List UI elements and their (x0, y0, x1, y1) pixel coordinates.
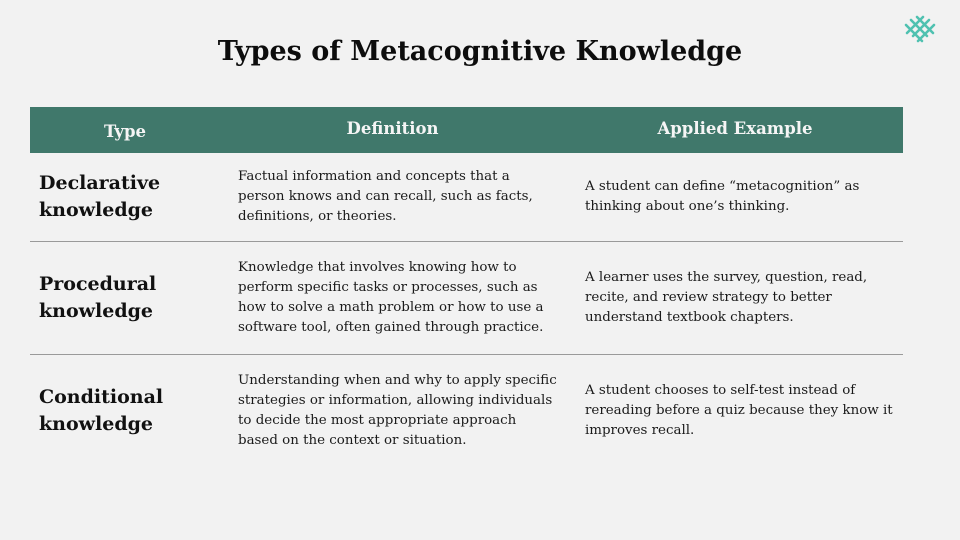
header-definition: Definition (346, 118, 439, 138)
example-cell: A student can define “metacognition” as thinking about one’s thinking. (585, 179, 860, 214)
leaf-lattice-logo-icon (902, 15, 938, 47)
table-row (30, 355, 903, 467)
type-cell: Declarative knowledge (39, 172, 161, 221)
definition-cell: Understanding when and why to apply specific strategies or information, allowing individuals to decide the most appropriate approach based on the context or situation. (238, 373, 557, 448)
example-cell: A student chooses to self-test instead of rereading before a quiz because they know it improves recall. (585, 383, 893, 438)
type-cell: Procedural knowledge (39, 273, 157, 322)
table-header (30, 107, 903, 153)
table-row (30, 242, 903, 355)
definition-cell: Knowledge that involves knowing how to perform specific tasks or processes, such as how to solve a math problem or how to use a software tool, often gained through practice. (238, 260, 544, 335)
example-cell: A learner uses the survey, question, read, recite, and review strategy to better understand textbook chapters. (585, 270, 868, 325)
table-row (30, 153, 903, 242)
definition-cell: Factual information and concepts that a person knows and can recall, such as facts, definitions, or theories. (238, 169, 533, 224)
header-applied-example: Applied Example (657, 118, 813, 138)
type-cell: Conditional knowledge (39, 386, 164, 435)
knowledge-types-table (30, 107, 903, 467)
slide-title: Types of Metacognitive Knowledge (217, 36, 743, 67)
header-type: Type (103, 122, 147, 141)
